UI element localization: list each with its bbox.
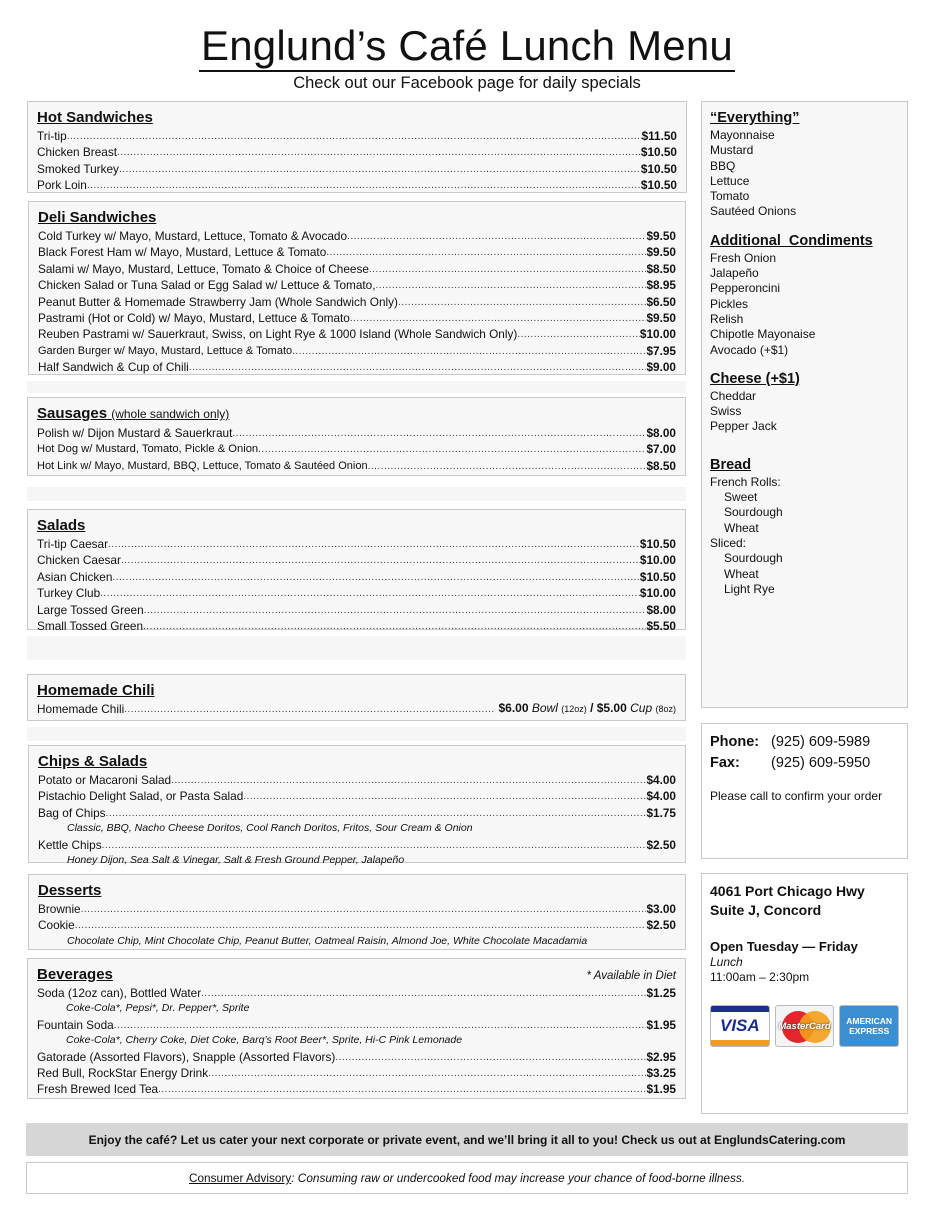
- mastercard-text: MasterCard: [778, 1020, 831, 1032]
- item-name: Soda (12oz can), Bottled Water: [37, 986, 202, 1000]
- item-price: $1.95: [646, 1082, 676, 1097]
- menu-item: [37, 585, 676, 601]
- item-price: $8.00: [646, 426, 676, 440]
- beverages-section: [27, 958, 686, 1099]
- list-item: Mustard: [710, 143, 754, 158]
- separator-band: [27, 487, 686, 501]
- item-price: $2.95: [646, 1049, 676, 1064]
- phone-label: Phone:: [710, 734, 760, 750]
- item-price: $10.00: [639, 586, 676, 601]
- deli-sandwiches-section: [28, 201, 686, 375]
- menu-item: [38, 228, 676, 244]
- item-name: Hot Dog w/ Mustard, Tomato, Pickle & Onion: [37, 443, 259, 456]
- item-name: Half Sandwich & Cup of Chili: [38, 360, 189, 375]
- hot-sandwiches-title: Hot Sandwiches: [37, 109, 153, 126]
- item-price: $6.50: [646, 294, 676, 309]
- item-name: Chicken Salad or Tuna Salad or Egg Salad w/ Lettuce & Tomato,: [38, 278, 376, 293]
- phone-number: (925) 609-5989: [771, 734, 871, 750]
- item-name: Salami w/ Mayo, Mustard, Lettuce, Tomato & Choice of Cheese: [38, 261, 369, 276]
- item-price: $8.50: [646, 458, 676, 473]
- item-name: Large Tossed Green: [37, 602, 144, 617]
- cup-size: (8oz): [655, 704, 676, 714]
- item-options: Honey Dijon, Sea Salt & Vinegar, Salt & Fresh Ground Pepper, Jalapeño: [67, 854, 405, 867]
- address-line-2: Suite J, Concord: [710, 902, 822, 918]
- menu-item: [37, 177, 677, 193]
- item-name: Bag of Chips: [38, 805, 106, 820]
- list-item: Tomato: [710, 189, 750, 204]
- menu-item: [38, 310, 676, 326]
- menu-item: [38, 343, 676, 359]
- chips-section: [28, 745, 686, 867]
- item-name: Smoked Turkey: [37, 161, 119, 176]
- item-name: Chicken Caesar: [37, 553, 121, 568]
- list-item: Mayonnaise: [710, 128, 775, 142]
- list-item: Cheddar: [710, 388, 757, 403]
- item-name: Peanut Butter & Homemade Strawberry Jam (Whole Sandwich Only): [38, 294, 398, 309]
- menu-item: [37, 552, 676, 568]
- item-name: Pork Loin: [37, 178, 87, 193]
- desserts-title: Desserts: [38, 882, 102, 899]
- list-item: Chipotle Mayonaise: [710, 327, 816, 342]
- menu-item: [37, 1065, 676, 1081]
- menu-item: [38, 359, 676, 375]
- salads-title: Salads: [37, 517, 86, 534]
- lunch-hours: 11:00am – 2:30pm: [710, 970, 810, 984]
- item-name: Polish w/ Dijon Mustard & Sauerkraut: [37, 426, 233, 440]
- item-price: $10.50: [639, 537, 676, 551]
- menu-item: [37, 458, 676, 474]
- item-name: Reuben Pastrami w/ Sauerkraut, Swiss, on Light Rye & 1000 Island (Whole Sandwich Only): [38, 327, 518, 342]
- page-title: Englund’s Café Lunch Menu: [199, 22, 735, 72]
- cup-price: $5.00: [596, 701, 627, 715]
- bowl-price: $6.00: [498, 701, 529, 715]
- sausages-title-text: Sausages: [37, 405, 108, 422]
- list-item: Relish: [710, 311, 744, 326]
- menu-item: [38, 917, 676, 933]
- chili-section: [27, 674, 686, 721]
- item-name: Fresh Brewed Iced Tea: [37, 1082, 159, 1097]
- cup-label: Cup: [630, 701, 653, 715]
- list-item: Wheat: [724, 566, 759, 581]
- contact-box: [701, 723, 908, 859]
- beverages-title: Beverages: [37, 966, 113, 983]
- bread-sliced-label: Sliced:: [710, 535, 747, 550]
- item-price: $10.50: [640, 145, 677, 160]
- separator-band: [27, 381, 686, 393]
- menu-item: [38, 837, 676, 853]
- bread-rolls-label: French Rolls:: [710, 474, 781, 489]
- menu-item: [37, 701, 676, 717]
- visa-icon: [710, 1005, 770, 1047]
- price-separator: /: [590, 701, 594, 715]
- list-item: Sautéed Onions: [710, 204, 797, 219]
- fax-number: (925) 609-5950: [771, 755, 871, 771]
- item-price: $5.50: [646, 619, 676, 634]
- item-name: Pastrami (Hot or Cold) w/ Mayo, Mustard, Lettuce & Tomato: [38, 311, 350, 326]
- item-price: $8.50: [646, 261, 676, 276]
- list-item: Pepper Jack: [710, 419, 777, 434]
- item-price: $9.50: [646, 229, 676, 243]
- item-name: Cold Turkey w/ Mayo, Mustard, Lettuce, Tomato & Avocado: [38, 229, 348, 243]
- list-item: Wheat: [724, 520, 759, 535]
- list-item: Jalapeño: [710, 266, 759, 281]
- list-item: Light Rye: [724, 581, 775, 596]
- item-options: Chocolate Chip, Mint Chocolate Chip, Peanut Butter, Oatmeal Raisin, Almond Joe, White Chocolate Macadamia: [67, 934, 588, 947]
- list-item: Pickles: [710, 296, 749, 311]
- item-name: Hot Link w/ Mayo, Mustard, BBQ, Lettuce, Tomato & Sautéed Onion: [37, 459, 368, 472]
- chips-title: Chips & Salads: [38, 753, 148, 770]
- menu-item: [38, 772, 676, 788]
- item-options: Coke-Cola*, Cherry Coke, Diet Coke, Barq’s Root Beer*, Sprite, Hi-C Pink Lemonade: [66, 1034, 463, 1047]
- list-item: Swiss: [710, 404, 742, 419]
- sausages-note: (whole sandwich only): [111, 407, 230, 421]
- menu-item: [38, 244, 676, 260]
- menu-item: [38, 326, 676, 342]
- item-price: $8.00: [646, 602, 676, 617]
- separator-band: [27, 636, 686, 660]
- item-name: Chicken Breast: [37, 145, 117, 160]
- list-item: Sourdough: [724, 551, 783, 566]
- list-item: BBQ: [710, 158, 736, 173]
- item-name: Tri-tip: [37, 129, 67, 143]
- item-price: $4.00: [646, 773, 676, 787]
- item-price: $2.50: [646, 837, 676, 852]
- desserts-section: [28, 874, 686, 950]
- item-price: $2.50: [646, 918, 676, 933]
- open-days: Open Tuesday — Friday: [710, 939, 858, 954]
- item-name: Homemade Chili: [37, 702, 125, 716]
- list-item: Pepperoncini: [710, 281, 781, 296]
- item-options: Classic, BBQ, Nacho Cheese Doritos, Cool Ranch Doritos, Fritos, Sour Cream & Onion: [67, 822, 473, 835]
- menu-item: [37, 1017, 676, 1033]
- visa-text: VISA: [719, 1016, 760, 1035]
- item-name: Turkey Club: [37, 586, 101, 601]
- item-name: Black Forest Ham w/ Mayo, Mustard, Lettuce & Tomato: [38, 245, 327, 260]
- menu-item: [38, 261, 676, 277]
- menu-title-wrap: [0, 22, 934, 72]
- item-name: Asian Chicken: [37, 569, 113, 584]
- item-price: $10.50: [639, 569, 676, 584]
- bowl-label: Bowl: [531, 701, 558, 715]
- item-price: $7.95: [646, 343, 676, 358]
- amex-text-2: EXPRESS: [849, 1026, 890, 1036]
- catering-banner: Enjoy the café? Let us cater your next corporate or private event, and we’ll bring it all to you! Check us out at EnglundsCatering.com: [26, 1123, 908, 1156]
- list-item: Avocado (+$1): [710, 342, 789, 357]
- item-name: Cookie: [38, 918, 75, 933]
- menu-item: [38, 294, 676, 310]
- menu-item: [38, 901, 676, 917]
- menu-item: [38, 805, 676, 821]
- address-line-1: 4061 Port Chicago Hwy: [710, 883, 865, 899]
- menu-item: [37, 569, 676, 585]
- item-price: $3.00: [646, 902, 676, 916]
- item-name: Fountain Soda: [37, 1017, 114, 1032]
- item-name: Pistachio Delight Salad, or Pasta Salad: [38, 789, 244, 804]
- hot-sandwiches-section: [27, 101, 687, 193]
- menu-item: [37, 441, 676, 457]
- item-price: $4.00: [646, 789, 676, 804]
- item-name: Garden Burger w/ Mayo, Mustard, Lettuce & Tomato: [38, 344, 293, 357]
- phone-line: [710, 732, 899, 753]
- item-price: $11.50: [641, 129, 677, 143]
- amex-icon: [839, 1005, 899, 1047]
- item-name: Potato or Macaroni Salad: [38, 773, 172, 787]
- item-name: Brownie: [38, 902, 81, 916]
- item-price: $1.95: [646, 1017, 676, 1032]
- item-name: Gatorade (Assorted Flavors), Snapple (Assorted Flavors): [37, 1049, 336, 1064]
- menu-item: [37, 1081, 676, 1097]
- item-price: $10.00: [639, 553, 676, 568]
- bowl-size: (12oz): [561, 704, 587, 714]
- location-box: [701, 873, 908, 1114]
- chili-prices: [495, 701, 676, 717]
- salads-section: [27, 509, 686, 634]
- list-item: Fresh Onion: [710, 250, 777, 265]
- diet-note: * Available in Diet: [586, 970, 676, 982]
- item-name: Red Bull, RockStar Energy Drink: [37, 1066, 209, 1081]
- lunch-label: Lunch: [710, 955, 743, 969]
- item-options: Coke-Cola*, Pepsi*, Dr. Pepper*, Sprite: [66, 1002, 250, 1015]
- item-price: $10.00: [639, 327, 676, 342]
- sausages-title: [37, 403, 676, 425]
- beverages-header: [37, 964, 676, 985]
- menu-item: [37, 128, 677, 144]
- menu-item: [37, 602, 676, 618]
- menu-item: [37, 1049, 676, 1065]
- menu-item: [37, 144, 677, 160]
- item-price: $1.75: [646, 805, 676, 820]
- condiments-title: Additional Condiments: [710, 232, 873, 249]
- amex-text-1: AMERICAN: [846, 1016, 893, 1026]
- item-name: Kettle Chips: [38, 837, 102, 852]
- list-item: Sweet: [724, 490, 758, 505]
- item-price: $1.25: [646, 986, 676, 1000]
- menu-item: [37, 536, 676, 552]
- fax-label: Fax:: [710, 755, 740, 771]
- consumer-advisory: [26, 1162, 908, 1194]
- chili-title: Homemade Chili: [37, 682, 155, 699]
- deli-sandwiches-title: Deli Sandwiches: [38, 209, 157, 226]
- cheese-title: Cheese (+$1): [710, 370, 800, 387]
- menu-item: [37, 425, 676, 441]
- payment-cards: [710, 1005, 899, 1047]
- list-item: Sourdough: [724, 505, 783, 520]
- item-price: $8.95: [646, 278, 676, 293]
- sausages-section: [27, 397, 686, 476]
- page-subtitle: Check out our Facebook page for daily specials: [293, 74, 641, 92]
- menu-item: [37, 985, 676, 1001]
- menu-item: [37, 618, 676, 634]
- bread-title: Bread: [710, 456, 752, 473]
- menu-item: [38, 277, 676, 293]
- item-price: $10.50: [640, 161, 677, 176]
- item-price: $7.00: [646, 442, 676, 457]
- separator-band: [27, 727, 686, 741]
- menu-item: [37, 161, 677, 177]
- list-item: Lettuce: [710, 173, 750, 188]
- item-price: $10.50: [640, 178, 677, 193]
- call-note: Please call to confirm your order: [710, 789, 883, 803]
- item-price: $9.50: [646, 311, 676, 326]
- fax-line: [710, 753, 899, 774]
- everything-title: “Everything”: [710, 110, 800, 126]
- item-price: $3.25: [646, 1066, 676, 1081]
- advisory-label: Consumer Advisory: [188, 1171, 292, 1185]
- item-name: Small Tossed Green: [37, 619, 144, 634]
- mastercard-icon: [775, 1005, 835, 1047]
- item-name: Tri-tip Caesar: [37, 537, 109, 551]
- item-price: $9.00: [646, 360, 676, 375]
- options-sidebar: [701, 101, 908, 708]
- advisory-text: : Consuming raw or undercooked food may increase your chance of food-borne illness.: [291, 1171, 746, 1185]
- item-price: $9.50: [646, 245, 676, 260]
- menu-item: [38, 788, 676, 804]
